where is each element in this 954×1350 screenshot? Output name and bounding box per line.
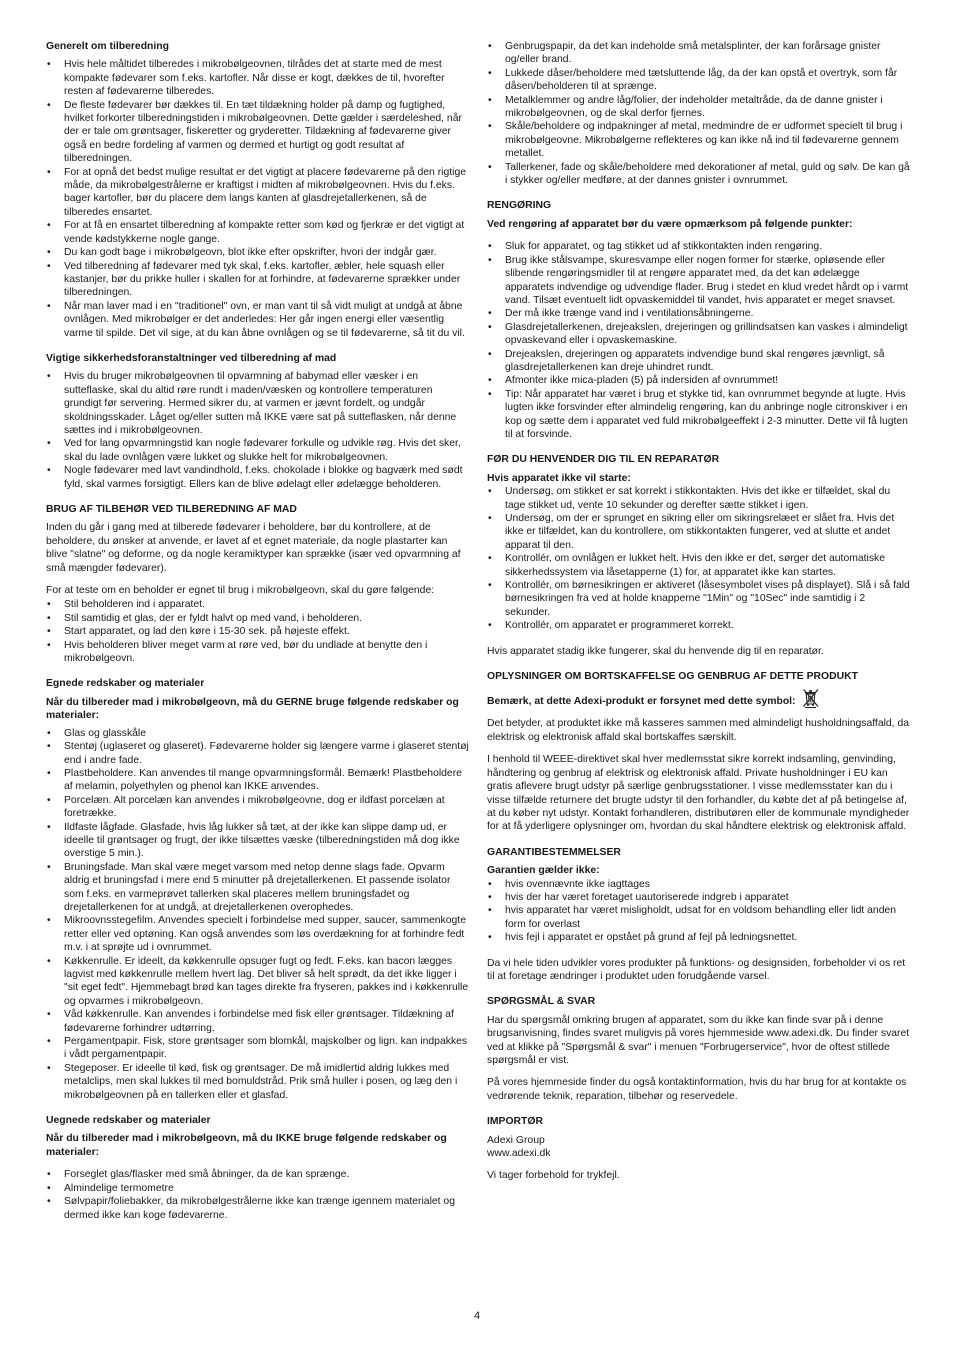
section-heading: IMPORTØR: [487, 1116, 543, 1128]
list-item: • Kontrollér, om apparatet er programmeret korrekt.: [487, 619, 911, 632]
disclaimer: Vi tager forbehold for trykfejl.: [487, 1170, 620, 1182]
list-item: • hvis fejl i apparatet er opstået på grund af fejl på ledningsnettet.: [487, 931, 911, 944]
paragraph: Det betyder, at produktet ikke må kasseres sammen med almindeligt husholdningsaffald, da elektrisk og elektronisk affald skal bortskaffes særskilt.: [487, 718, 910, 743]
bullet-list: [46, 58, 470, 340]
section-subheading: Når du tilbereder mad i mikrobølgeovn, må du GERNE bruge følgende redskaber og materialer:: [46, 696, 459, 722]
section-heading: Egnede redskaber og materialer: [46, 678, 205, 690]
paragraph: For at teste om en beholder er egnet til brug i mikrobølgeovn, skal du gøre følgende:: [46, 585, 435, 597]
list-item: • hvis apparatet har været misligholdt, udsat for en voldsom behandling eller lidt anden form for overlast: [487, 904, 911, 931]
list-item: • Nogle fødevarer med lavt vandindhold, f.eks. chokolade i blokke og bagværk med sødt fyld, skal varmes forsigtigt. Ellers kan de blive ødelagt eller ødelægge beholderen.: [46, 464, 470, 491]
list-item: • Ved for lang opvarmningstid kan nogle fødevarer forkulle og udvikle røg. Hvis det sker, skal du lade ovnlågen være lukket og slukke helt for mikrobølgeovnen.: [46, 437, 470, 464]
left-column: [46, 40, 470, 1234]
list-item: • Brug ikke stålsvampe, skuresvampe eller nogen former for stærke, opløsende eller slibende rengøringsmidler til at rengøre apparatet med, da det kan ødelægge apparatets indvendige og udvendige flader. Brug i stedet en klud vredet hårdt op i varmt vand. Tilsæt eventuelt lidt opvaskemiddel til vandet, hvis apparatet er meget snavset.: [487, 254, 911, 308]
list-item: • Stentøj (uglaseret og glaseret). Fødevarerne holder sig længere varme i glaseret stentøj end i andre fade.: [46, 740, 470, 767]
importer-company: Adexi Group: [487, 1134, 545, 1146]
bullet-list: [487, 40, 911, 187]
section-heading: BRUG AF TILBEHØR VED TILBEREDNING AF MAD: [46, 504, 297, 515]
section-accessories: [46, 503, 470, 665]
list-item: • Genbrugspapir, da det kan indeholde små metalsplinter, der kan forårsage gnister og/eller brand.: [487, 40, 911, 67]
bullet-list: [487, 240, 911, 441]
section-before-repair: [487, 453, 911, 658]
list-item: • Hvis beholderen bliver meget varm at røre ved, bør du undlade at benytte den i mikrobølgeovn.: [46, 639, 470, 666]
list-item: • Mikroovnsstegefilm. Anvendes specielt i forbindelse med supper, saucer, sammenkogte retter eller ved optøning. Kan også anvendes som løs overdækning for at forhindre fedt m.v. i at sprøjte ud i ovnrummet.: [46, 914, 470, 954]
paragraph: Har du spørgsmål omkring brugen af apparatet, som du ikke kan finde svar på i denne brugsanvisning, findes svaret muligvis på vores hjemmeside www.adexi.dk. Du finder svaret ved at klikke på "Spørgsmål & svar" i menuen "Forbrugerservice", hvor de oftest stillede spørgsmål er vist.: [487, 1014, 910, 1066]
list-item: • Hvis hele måltidet tilberedes i mikrobølgeovnen, tilrådes det at starte med de mest kompakte fødevarer som f.eks. kartofler. Når disse er kogt, dækkes de til, hvorefter resten af fødevarerne tilberedes.: [46, 58, 470, 98]
list-item: • Kontrollér, om børnesikringen er aktiveret (låsesymbolet vises på displayet). Slå i så fald børnesikringen fra ved at holde knapperne "1Min" og "10Sec" inde samtidig i 2 sekunder.: [487, 579, 911, 619]
list-item: • Forseglet glas/flasker med små åbninger, da de kan sprænge.: [46, 1168, 470, 1181]
paragraph: Da vi hele tiden udvikler vores produkter på funktions- og designsiden, forbeholder vi os ret til at foretage ændringer i produktet uden forudgående varsel.: [487, 957, 906, 982]
paragraph: Hvis apparatet stadig ikke fungerer, skal du henvende dig til en reparatør.: [487, 645, 824, 657]
section-general-cooking: [46, 40, 470, 340]
list-item: • Hvis du bruger mikrobølgeovnen til opvarmning af babymad eller væsker i en sutteflaske, skal du altid røre rundt i maden/væsken og kontrollere temperaturen grundigt før servering. Hermed sikrer du, at varmen er jævnt fordelt, og undgår skoldningsskader. Låget og/eller sutten må IKKE være sat på sutteflasken, når denne sættes ind i mikrobølgeovnen.: [46, 370, 470, 437]
list-item: • Glas og glasskåle: [46, 727, 470, 740]
bullet-list: [487, 485, 911, 632]
section-subheading: Garantien gælder ikke:: [487, 865, 600, 877]
list-item: • Metalklemmer og andre låg/folier, der indeholder metaltråde, da de danne gnister i mikrobølgeovnen, og de skal derfor fjernes.: [487, 94, 911, 121]
list-item: • Glasdrejetallerkenen, drejeakslen, drejeringen og grillindsatsen kan vaskes i almindeligt opvaskevand eller i opvaskemaskine.: [487, 321, 911, 348]
section-subheading: Ved rengøring af apparatet bør du være opmærksom på følgende punkter:: [487, 218, 853, 230]
section-subheading: Hvis apparatet ikke vil starte:: [487, 472, 631, 484]
bullet-list: [487, 878, 911, 945]
paragraph: Inden du går i gang med at tilberede fødevarer i beholdere, bør du kontrollere, at de beholdere, du ønsker at anvende, er lavet af et egnet materiale, da nogle plastarter kan blive "slatne" og deforme, og da nogle keramiktyper kan sprække (især ved opvarmning af små mængder fødevarer).: [46, 522, 461, 574]
bullet-list: [46, 727, 470, 1102]
section-heading: Generelt om tilberedning: [46, 41, 169, 52]
list-item: • Tip: Når apparatet har været i brug et stykke tid, kan ovnrummet begynde at lugte. Hvis lugten ikke forsvinder efter almindelig rengøring, kan du anbringe nogle citronskiver i en kop og sætte dem i apparatet ved fuld mikrobølgeeffekt i 2-3 minutter. Dette vil få lugten til at forsvinde.: [487, 388, 911, 442]
bullet-list: [46, 370, 470, 491]
bullet-list: [46, 598, 470, 665]
section-heading: Uegnede redskaber og materialer: [46, 1115, 211, 1127]
section-warranty: [487, 846, 911, 984]
list-item: • De fleste fødevarer bør dækkes til. En tæt tildækning holder på damp og fugtighed, hvilket forkorter tilberedningstiden i mikrobølgeovnen. Dette gælder i særdeleshed, når der er tale om grøntsager, fiskeretter og gryderetter. Tildækning af fødevarerne giver også en bedre fordeling af varmen og dermed et hurtigt og godt resultat af tilberedningen.: [46, 99, 470, 166]
list-item: • hvis der har været foretaget uautoriserede indgreb i apparatet: [487, 891, 911, 904]
section-unsuitable-materials: [46, 1114, 470, 1222]
weee-notice: [487, 688, 911, 708]
list-item: • Stil beholderen ind i apparatet.: [46, 598, 470, 611]
list-item: • Sølvpapir/foliebakker, da mikrobølgestrålerne ikke kan trænge igennem materialet og dermed ikke kan koge fødevarerne.: [46, 1195, 470, 1222]
list-item: • Sluk for apparatet, og tag stikket ud af stikkontakten inden rengøring.: [487, 240, 911, 253]
list-item: • Porcelæn. Alt porcelæn kan anvendes i mikrobølgeovne, dog er ildfast porcelæn at foretrække.: [46, 794, 470, 821]
list-item: • Drejeakslen, drejeringen og apparatets indvendige bund skal rengøres jævnligt, så glasdrejetallerkenen kan dreje uhindret rundt.: [487, 348, 911, 375]
section-cleaning: [487, 199, 911, 441]
section-heading: RENGØRING: [487, 200, 552, 212]
list-item: • Undersøg, om der er sprunget en sikring eller om sikringsrelæet er slået fra. Hvis det ikke er tilfældet, kan du kontrollere, om stikkontakten fungerer, ved at slutte et andet apparat til den.: [487, 512, 911, 552]
list-item: • Ved tilberedning af fødevarer med tyk skal, f.eks. kartofler, æbler, hele squash eller kastanjer, bør du prikke huller i skallen for at forhindre, at fødevarerne sprækker under tilberedningen.: [46, 260, 470, 300]
section-heading: Vigtige sikkerhedsforanstaltninger ved tilberedning af mad: [46, 352, 337, 364]
section-questions-answers: [487, 995, 911, 1103]
paragraph: I henhold til WEEE-direktivet skal hver medlemsstat sikre korrekt indsamling, genvinding, håndtering og genbrug af elektrisk og elektronisk affald. Private husholdninger i EU kan gratis aflevere brugt udstyr på særlige genbrugsstationer. I visse medlemsstater kan du i visse tilfælde returnere det brugte udstyr til den forhandler, du købte det af på betingelse af, at du køber nyt udstyr. Kontakt forhandleren, distributøren eller de kommunale myndigheder for at få yderligere oplysninger om, hvordan du skal håndtere elektrisk og elektronisk affald.: [487, 754, 910, 833]
importer-website: www.adexi.dk: [487, 1148, 551, 1160]
list-item: • Tallerkener, fade og skåle/beholdere med dekorationer af metal, guld og sølv. De kan gå i stykker og/eller medføre, at der dannes gnister i ovnrummet.: [487, 161, 911, 188]
section-subheading: Når du tilbereder mad i mikrobølgeovn, må du IKKE bruge følgende redskaber og materialer:: [46, 1133, 447, 1158]
section-safety-precautions: [46, 352, 470, 491]
list-item: • Stegeposer. Er ideelle til kød, fisk og grøntsager. De må imidlertid aldrig lukkes med metalclips, men skal lukkes til med bomuldstråd. Prik små huller i posen, og læg den i mikrobølgeovnen på en tallerken eller et glasfad.: [46, 1062, 470, 1102]
list-item: • Kontrollér, om ovnlågen er lukket helt. Hvis den ikke er det, sørger det automatiske sikkerhedssystem via låsetapperne (1) for, at apparatet ikke kan startes.: [487, 552, 911, 579]
right-column: [487, 40, 911, 1183]
section-suitable-materials: [46, 677, 470, 1102]
list-item: • hvis ovennævnte ikke iagttages: [487, 878, 911, 891]
list-item: • Plastbeholdere. Kan anvendes til mange opvarmningsformål. Bemærk! Plastbeholdere af melamin, polyethylen og phenol kan IKKE anvendes.: [46, 767, 470, 794]
crossed-out-wheelie-bin-icon: [802, 688, 820, 708]
list-item: • Der må ikke trænge vand ind i ventilationsåbningerne.: [487, 307, 911, 320]
list-item: • Køkkenrulle. Er ideelt, da køkkenrulle opsuger fugt og fedt. F.eks. kan bacon lægges lagvist med køkkenrulle mellem hvert lag. Det bliver så helt sprødt, da det ikke ligger i "sit eget fedt". Hjemmebagt brød kan tages direkte fra fryseren, pakkes ind i køkkenrulle og opvarmes i mikrobølgeovn.: [46, 955, 470, 1009]
list-item: • Når man laver mad i en "traditionel" ovn, er man vant til så vidt muligt at undgå at åbne ovnlågen. Med mikrobølger er det anderledes: Her går ingen energi eller væsentlig varme til spilde. Det vil sige, at du kan åbne ovnlågen og se til fødevarerne, så tit du vil.: [46, 300, 470, 340]
list-item: • Våd køkkenrulle. Kan anvendes i forbindelse med fisk eller grøntsager. Tildækning af fødevarerne forhindrer udtørring.: [46, 1008, 470, 1035]
list-item: • Skåle/beholdere og indpakninger af metal, medmindre de er udformet specielt til brug i mikrobølgeovne. Mikrobølgerne reflekteres og kan ikke nå ind til fødevarerne gennem metallet.: [487, 120, 911, 160]
list-item: • Du kan godt bage i mikrobølgeovn, blot ikke efter opskrifter, hvori der indgår gær.: [46, 246, 470, 259]
list-item: • Afmonter ikke mica-pladen (5) på indersiden af ovnrummet!: [487, 374, 911, 387]
list-item: • For at opnå det bedst mulige resultat er det vigtigt at placere fødevarerne på den rigtige måde, da mikrobølgestrålerne er kraftigst i midten af mikrobølgeovnen. Hvis du f.eks. bager kartofler, bør du placere dem langs kanten af glasdrejetallerkenen, så de tilberedes ensartet.: [46, 166, 470, 220]
list-item: • For at få en ensartet tilberedning af kompakte retter som kød og fjerkræ er det vigtigt at vende kødstykkerne nogle gange.: [46, 219, 470, 246]
section-heading: SPØRGSMÅL & SVAR: [487, 996, 596, 1008]
section-heading: FØR DU HENVENDER DIG TIL EN REPARATØR: [487, 454, 720, 466]
list-item: • Undersøg, om stikket er sat korrekt i stikkontakten. Hvis det ikke er tilfældet, skal du tage stikket ud, vente 10 sekunder og derefter sætte stikket i igen.: [487, 485, 911, 512]
bullet-list: [46, 1168, 470, 1222]
section-disposal-recycling: [487, 670, 911, 834]
list-item: • Pergamentpapir. Fisk, store grøntsager som blomkål, majskolber og lign. kan indpakkes i vådt pergamentpapir.: [46, 1035, 470, 1062]
paragraph: På vores hjemmeside finder du også kontaktinformation, hvis du har brug for at kontakte os vedrørende teknik, reparation, tilbehør og reservedele.: [487, 1077, 907, 1102]
section-heading: OPLYSNINGER OM BORTSKAFFELSE OG GENBRUG AF DETTE PRODUKT: [487, 671, 859, 683]
section-importer: [487, 1115, 911, 1183]
list-item: • Ildfaste lågfade. Glasfade, hvis låg lukker så tæt, at der ikke kan slippe damp ud, er ideelle til grøntsager og frugt, der ikke tilsættes væske (tilberedningstiden må dog ikke overstige 5 min.).: [46, 821, 470, 861]
list-item: • Start apparatet, og lad den køre i 15-30 sek. på højeste effekt.: [46, 625, 470, 638]
list-item: • Lukkede dåser/beholdere med tætsluttende låg, da der kan opstå et overtryk, som får dåsen/beholderen til at sprænge.: [487, 67, 911, 94]
list-item: • Almindelige termometre: [46, 1182, 470, 1195]
section-unsuitable-materials-continued: [487, 40, 911, 187]
weee-notice-text: Bemærk, at dette Adexi-produkt er forsynet med dette symbol:: [487, 696, 796, 708]
list-item: • Stil samtidig et glas, der er fyldt halvt op med vand, i beholderen.: [46, 612, 470, 625]
section-heading: GARANTIBESTEMMELSER: [487, 846, 621, 858]
list-item: • Bruningsfade. Man skal være meget varsom med netop denne slags fade. Opvarm aldrig et bruningsfad i mere end 5 minutter på drejetallerkenen. Et passende isolator som f.eks. en varmeprøvet tallerken skal placeres mellem bruningsfadet og drejetallerkenen for at undgå, at drejetallerkenen overophedes.: [46, 861, 470, 915]
page-number: 4: [473, 1310, 481, 1322]
